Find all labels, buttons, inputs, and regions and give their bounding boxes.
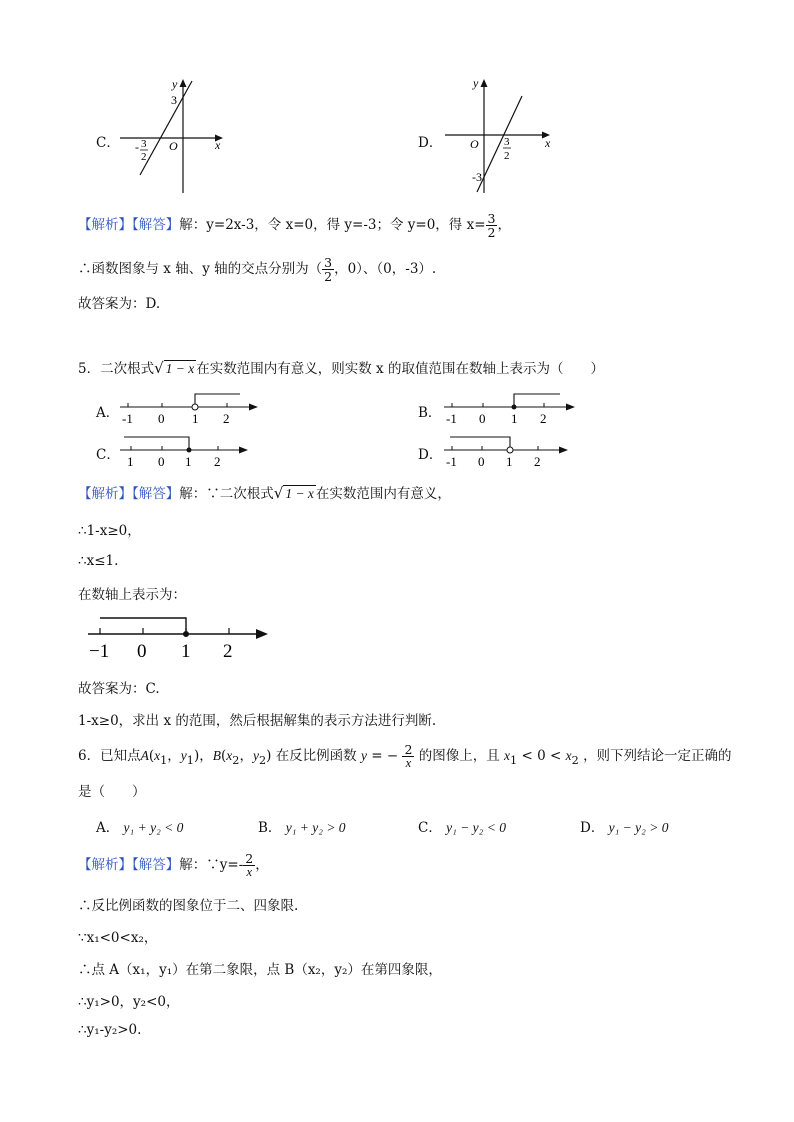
svg-text:1: 1 [185,454,192,469]
x-intercept-den: 2 [504,150,510,162]
svg-text:1: 1 [127,454,134,469]
q6-option-b: B． y₁ + y₂ > 0 [258,820,346,836]
svg-text:-1: -1 [446,411,457,426]
q5-step3: 在数轴上表示为： [78,587,186,603]
fraction: $\frac{2}{x}$ [245,851,254,880]
y-axis-label: y [473,76,479,90]
function-line [140,81,192,175]
q6-step4: ∴y₁>0，y₂<0， [78,994,180,1010]
y-axis-arrow [180,79,187,87]
svg-text:0: 0 [158,454,165,469]
x-axis-label: x [545,136,551,150]
q5-number-line-c [118,433,258,469]
q5-number-line-d [442,433,577,469]
svg-text:0: 0 [158,411,165,426]
fraction: $\frac{3}{2}$ [324,255,333,285]
svg-text:1: 1 [511,411,518,426]
closed-point [512,405,517,410]
q5-step1: ∴1-x≥0， [78,523,141,539]
q6-solution-line1: 【解析】【解答】解：∵y=- $\frac{2}{x}$ ， [78,851,269,880]
closed-point [183,631,189,637]
solution-bracket [514,394,560,407]
x-axis-label: x [215,138,221,152]
svg-text:2: 2 [534,454,541,469]
svg-text:2: 2 [223,411,230,426]
q5-option-d-label: D． [418,447,443,463]
origin-label: O [470,137,479,151]
q4-answer: 故答案为：D. [78,296,161,312]
q6-option-c: C． y₁ − y₂ < 0 [418,820,506,836]
x-intercept-num: 3 [141,138,147,150]
y-axis-arrow [481,79,488,87]
q5-stem: 5．二次根式√ 1 − x 在实数范围内有意义，则实数 x 的取值范围在数轴上表示为（ ） [78,359,604,377]
q6-option-a: A． y₁ + y₂ < 0 [96,820,184,836]
q5-step2: ∴x≤1. [78,553,119,569]
q4-graph-c [115,75,230,195]
svg-text:1: 1 [192,411,199,426]
q5-option-b-label: B． [418,405,442,421]
svg-text:-1: -1 [122,411,133,426]
x-intercept-den: 2 [141,151,147,163]
jiexi-tag: 【解析】 [78,217,132,234]
y-intercept-label: -3 [472,170,482,184]
q5-number-line-b [442,390,582,426]
q5-review: 1-x≥0，求出 x 的范围，然后根据解集的表示方法进行判断. [78,713,437,729]
q6-stem-line2: 是（ ） [78,784,146,800]
q6-step3: ∴点 A（x₁，y₁）在第二象限，点 B（x₂，y₂）在第四象限， [78,962,442,978]
x-intercept-sign: - [135,140,139,154]
solution-bracket [124,437,189,450]
q5-option-c-label: C． [96,447,120,463]
closed-point [187,448,192,453]
q6-step1: ∴反比例函数的图象位于二、四象限. [78,898,299,914]
svg-text:2: 2 [214,454,221,469]
q4-solution-line1: 【解析】【解答】解：y=2x-3，令 x=0，得 y=-3；令 y=0，得 x= $\frac{3}{2}$ ， [78,211,511,241]
q4-graph-d [440,75,560,195]
radicand: 1 − x [165,361,195,376]
svg-text:1: 1 [506,454,513,469]
q4-option-d-label: D． [418,135,443,151]
svg-text:-1: -1 [446,454,457,469]
fraction: $\frac{2}{x}$ [404,742,413,771]
open-point [507,447,513,453]
q6-step5: ∴y₁-y₂>0. [78,1022,142,1038]
q5-answer: 故答案为：C. [78,681,160,697]
q6-step2: ∵x₁<0<x₂， [78,930,158,946]
q5-option-a-label: A． [96,405,120,421]
q5-solution-line1: 【解析】【解答】解：∵二次根式√ 1 − x 在实数范围内有意义， [78,484,451,502]
solution-bracket [195,394,240,407]
y-axis-label: y [172,77,178,91]
x-intercept-num: 3 [504,136,510,148]
svg-text:2: 2 [540,411,547,426]
open-point [192,404,198,410]
origin-label: O [169,139,178,153]
svg-text:2: 2 [223,641,233,662]
q4-option-c-label: C． [96,135,120,151]
solution-bracket [450,437,510,450]
q6-stem-line1: 6．已知点$A(x_1$，$y_1$)，$B(x_2$，$y_2$) 在反比例函数 y = − $\frac{2}{x}$ 的图像上，且 $x_1 < 0 < x_2$ ，则下列结论一定正确的 [78,742,732,771]
svg-text:0: 0 [479,411,486,426]
q5-solution-number-line [86,612,276,662]
fraction: $\frac{3}{2}$ [487,211,496,241]
q5-number-line-a [118,390,263,426]
jieda-tag: 【解答】 [132,217,180,234]
q6-option-d: D． y₁ − y₂ > 0 [580,820,669,836]
svg-text:−1: −1 [89,641,110,662]
svg-text:0: 0 [137,641,147,662]
y-intercept-label: 3 [171,93,177,107]
svg-text:0: 0 [478,454,485,469]
svg-text:1: 1 [181,641,191,662]
q4-solution-line2: ∴函数图象与 x 轴、y 轴的交点分别为（ $\frac{3}{2}$ ，0）、（0，-3）. [78,255,437,285]
